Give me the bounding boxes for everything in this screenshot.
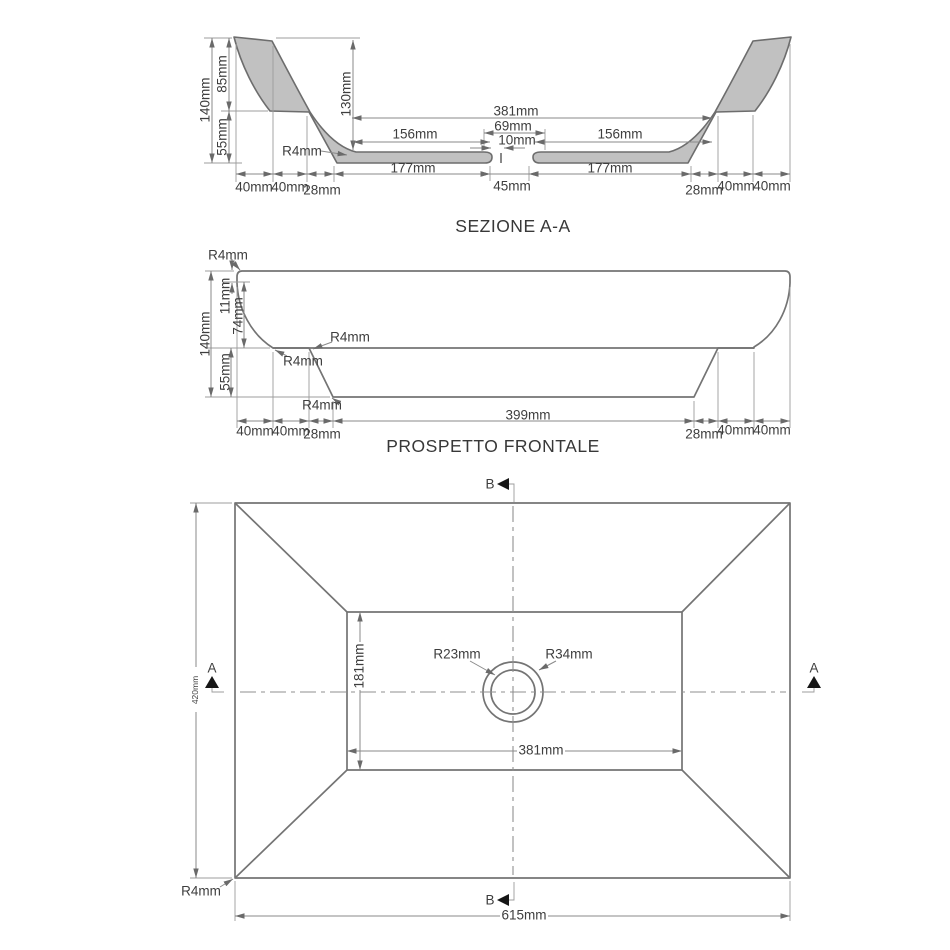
section-marker-a-left	[205, 661, 224, 693]
front-r4-top: R4mm	[208, 247, 248, 263]
section-right-wall-profile	[533, 37, 791, 163]
plan-view	[181, 477, 821, 924]
front-dim-399: 399mm	[505, 407, 551, 423]
section-dim-85: 85mm	[214, 55, 230, 93]
plan-dim-615: 615mm	[501, 907, 547, 923]
section-dim-40c: 40mm	[717, 178, 755, 194]
front-extension-lines	[205, 271, 790, 428]
svg-text:A: A	[207, 660, 217, 676]
front-dim-40d: 40mm	[753, 422, 791, 438]
front-title: PROSPETTO FRONTALE	[386, 436, 600, 456]
front-r4-mid: R4mm	[330, 329, 370, 345]
plan-inner-rect	[347, 612, 682, 770]
section-dim-45: 45mm	[493, 178, 531, 194]
front-dim-28l: 28mm	[303, 426, 341, 442]
svg-text:B: B	[485, 476, 495, 492]
section-dim-55: 55mm	[214, 118, 230, 156]
section-dim-140: 140mm	[197, 77, 213, 123]
section-dim-40a: 40mm	[235, 179, 273, 195]
front-dim-11: 11mm	[217, 277, 233, 315]
front-dim-28r: 28mm	[685, 426, 723, 442]
section-view	[198, 37, 792, 236]
front-dim-40a: 40mm	[236, 423, 274, 439]
front-outline	[237, 271, 790, 397]
section-dim-10: 10mm	[498, 132, 536, 148]
plan-dim-r23: R23mm	[433, 646, 481, 662]
front-dim-55: 55mm	[217, 353, 233, 391]
front-r4-bottom: R4mm	[302, 397, 342, 413]
plan-dim-r34: R34mm	[545, 646, 593, 662]
front-dim-74: 74mm	[230, 297, 246, 335]
front-view	[198, 248, 791, 457]
plan-leaders	[220, 661, 556, 887]
front-r4-left: R4mm	[283, 353, 323, 369]
plan-dimension-lines	[196, 503, 790, 916]
section-title: SEZIONE A-A	[455, 216, 571, 236]
section-marker-b-top	[485, 477, 514, 503]
section-dim-40b: 40mm	[271, 179, 309, 195]
plan-dim-381: 381mm	[518, 742, 564, 758]
section-dim-177-right: 177mm	[587, 160, 633, 176]
section-dim-40d: 40mm	[753, 178, 791, 194]
front-dim-140: 140mm	[197, 311, 213, 357]
front-radius-leaders	[230, 262, 338, 402]
section-dim-28r: 28mm	[685, 182, 723, 198]
section-dim-177-left: 177mm	[390, 160, 436, 176]
front-dim-40c: 40mm	[717, 422, 755, 438]
section-marker-b-bottom	[485, 882, 514, 908]
section-marker-a-right	[802, 661, 821, 693]
section-dim-156-right: 156mm	[597, 126, 643, 142]
section-dim-130: 130mm	[338, 71, 354, 117]
section-dim-156-left: 156mm	[392, 126, 438, 142]
section-dim-381: 381mm	[493, 103, 539, 119]
section-dim-r4: R4mm	[282, 143, 322, 159]
plan-dim-420: 420mm	[190, 675, 200, 705]
section-dim-69: 69mm	[494, 118, 532, 134]
svg-text:B: B	[485, 892, 495, 908]
front-dim-40b: 40mm	[272, 423, 310, 439]
plan-dim-r4: R4mm	[181, 883, 221, 899]
plan-dim-181: 181mm	[351, 643, 367, 689]
svg-text:A: A	[809, 660, 819, 676]
section-dim-28l: 28mm	[303, 182, 341, 198]
